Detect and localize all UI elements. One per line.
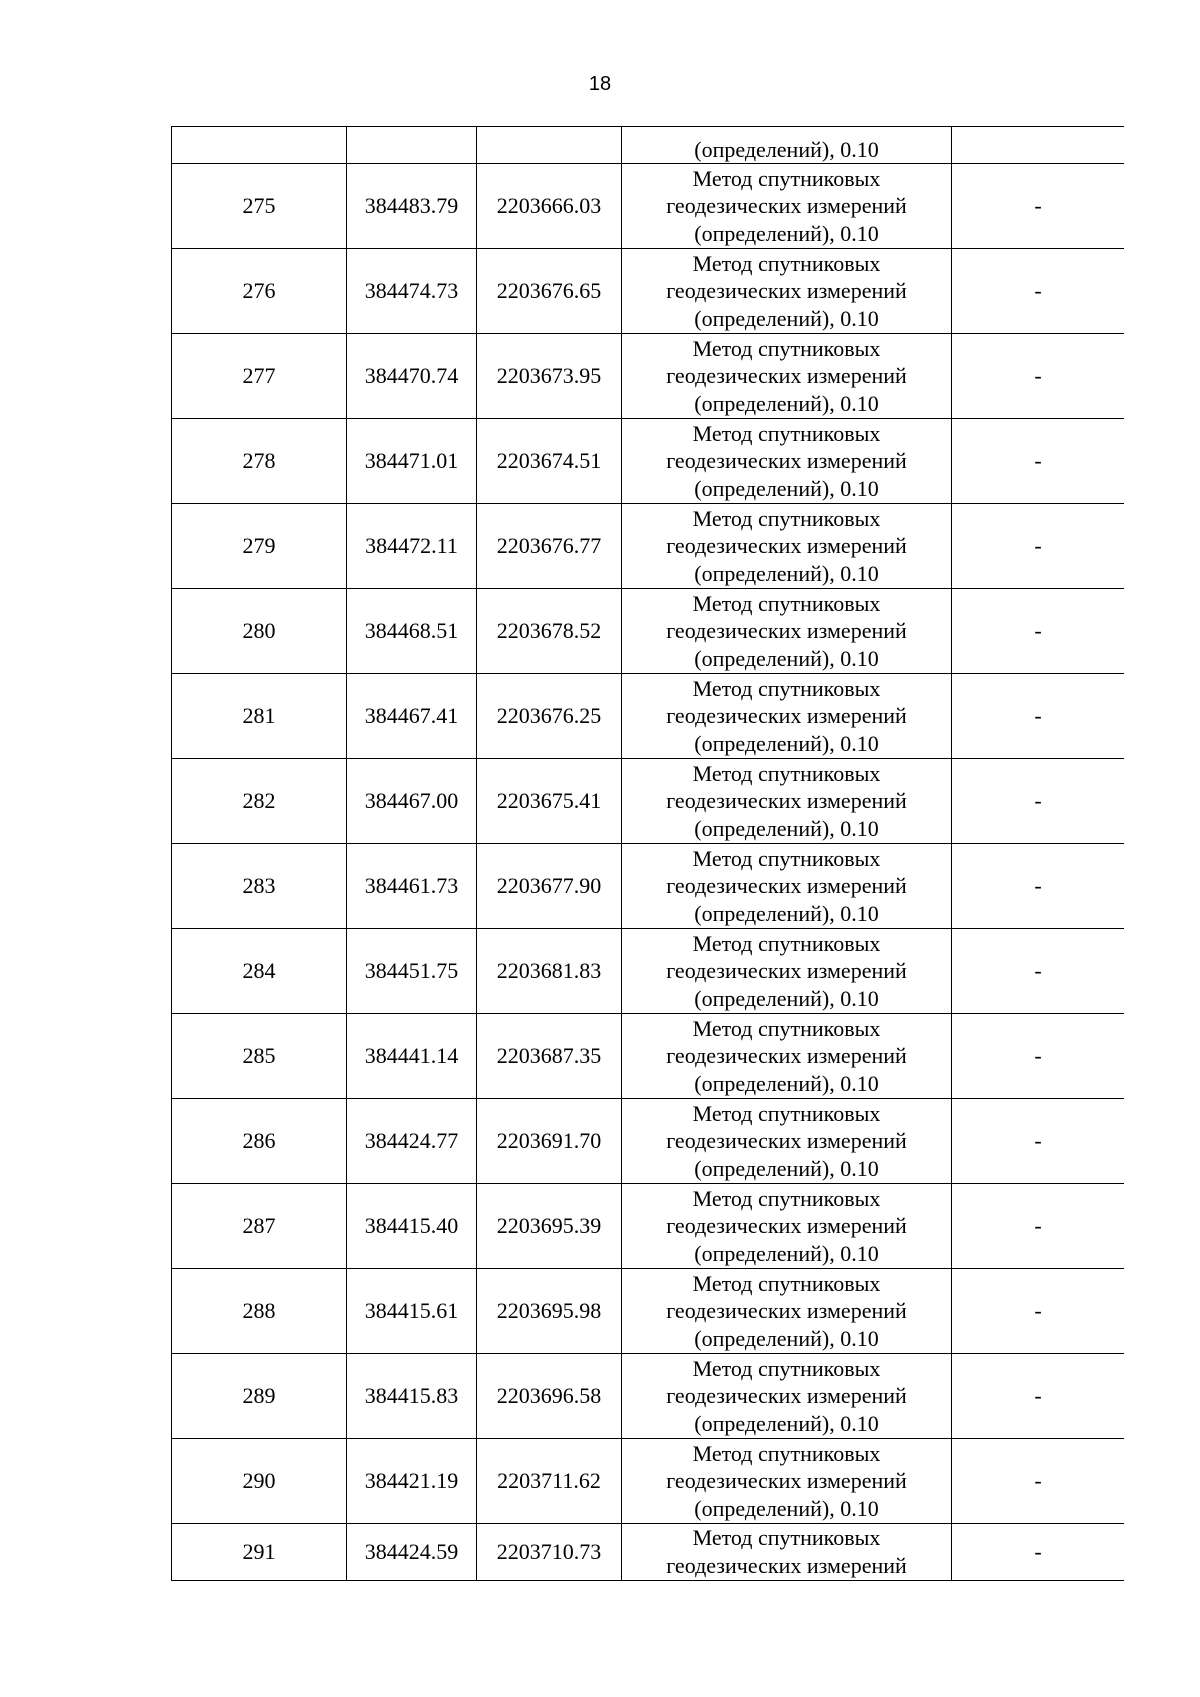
- cell-method: [622, 929, 952, 1014]
- cell-description: -: [952, 589, 1125, 674]
- cell-description: -: [952, 249, 1125, 334]
- cell-description: -: [952, 1439, 1125, 1524]
- cell-point-number: 285: [172, 1014, 347, 1099]
- cell-x: 384415.83: [347, 1354, 477, 1439]
- cell-y: 2203676.25: [477, 674, 622, 759]
- method-line: геодезических измерений: [666, 533, 907, 559]
- cell-description: -: [952, 334, 1125, 419]
- method-line: геодезических измерений: [666, 703, 907, 729]
- method-line: (определений), 0.10: [694, 1410, 879, 1436]
- cell-y: 2203677.90: [477, 844, 622, 929]
- cell-x: 384424.59: [347, 1524, 477, 1581]
- method-line: Метод спутниковых: [692, 420, 881, 446]
- method-line: (определений), 0.10: [694, 1240, 879, 1266]
- cell-y: 2203678.52: [477, 589, 622, 674]
- cell-x: [347, 127, 477, 164]
- cell-x: 384472.11: [347, 504, 477, 589]
- method-line: Метод спутниковых: [692, 505, 881, 531]
- method-line: Метод спутниковых: [692, 1270, 881, 1296]
- table-row: [172, 504, 1125, 589]
- cell-description: -: [952, 929, 1125, 1014]
- method-line: (определений), 0.10: [694, 1155, 879, 1181]
- cell-description: -: [952, 1354, 1125, 1439]
- cell-y: 2203710.73: [477, 1524, 622, 1581]
- table-row: [172, 674, 1125, 759]
- cell-x: 384467.41: [347, 674, 477, 759]
- method-line: Метод спутниковых: [692, 335, 881, 361]
- cell-y: 2203696.58: [477, 1354, 622, 1439]
- coordinates-table: [171, 126, 1124, 1581]
- cell-method: [622, 589, 952, 674]
- cell-point-number: 280: [172, 589, 347, 674]
- method-line: (определений), 0.10: [694, 1070, 879, 1096]
- table-row: [172, 1439, 1125, 1524]
- method-line: геодезических измерений: [666, 958, 907, 984]
- table-row: [172, 419, 1125, 504]
- table-row: [172, 334, 1125, 419]
- cell-description: -: [952, 1014, 1125, 1099]
- table-row: [172, 1184, 1125, 1269]
- cell-point-number: 279: [172, 504, 347, 589]
- cell-method: [622, 674, 952, 759]
- method-line: Метод спутниковых: [692, 760, 881, 786]
- cell-description: -: [952, 164, 1125, 249]
- cell-description: -: [952, 1099, 1125, 1184]
- cell-description: -: [952, 1524, 1125, 1581]
- cell-point-number: 291: [172, 1524, 347, 1581]
- cell-y: 2203666.03: [477, 164, 622, 249]
- cell-point-number: 278: [172, 419, 347, 504]
- cell-method: [622, 1439, 952, 1524]
- method-line: геодезических измерений: [666, 278, 907, 304]
- method-line: геодезических измерений: [666, 618, 907, 644]
- cell-method: [622, 249, 952, 334]
- cell-point-number: 289: [172, 1354, 347, 1439]
- method-line: геодезических измерений: [666, 873, 907, 899]
- cell-point-number: 283: [172, 844, 347, 929]
- cell-x: 384467.00: [347, 759, 477, 844]
- cell-point-number: [172, 127, 347, 164]
- cell-method: [622, 334, 952, 419]
- cell-point-number: 282: [172, 759, 347, 844]
- cell-x: 384421.19: [347, 1439, 477, 1524]
- method-line: геодезических измерений: [666, 1043, 907, 1069]
- cell-y: [477, 127, 622, 164]
- method-line: геодезических измерений: [666, 1552, 907, 1578]
- table-row: [172, 589, 1125, 674]
- cell-x: 384441.14: [347, 1014, 477, 1099]
- cell-y: 2203687.35: [477, 1014, 622, 1099]
- method-line: (определений), 0.10: [694, 220, 879, 246]
- cell-point-number: 290: [172, 1439, 347, 1524]
- cell-description: [952, 127, 1125, 164]
- method-line: геодезических измерений: [666, 1468, 907, 1494]
- method-line: Метод спутниковых: [692, 1185, 881, 1211]
- method-line: (определений), 0.10: [694, 560, 879, 586]
- cell-x: 384415.61: [347, 1269, 477, 1354]
- cell-method: [622, 164, 952, 249]
- cell-y: 2203695.39: [477, 1184, 622, 1269]
- method-line: (определений), 0.10: [694, 1495, 879, 1521]
- table-row: [172, 1354, 1125, 1439]
- table-row: [172, 164, 1125, 249]
- method-line: (определений), 0.10: [694, 730, 879, 756]
- method-line: (определений), 0.10: [694, 985, 879, 1011]
- method-line: геодезических измерений: [666, 363, 907, 389]
- method-line: (определений), 0.10: [694, 1325, 879, 1351]
- method-line: геодезических измерений: [666, 1128, 907, 1154]
- cell-method: [622, 504, 952, 589]
- method-line: Метод спутниковых: [692, 250, 881, 276]
- cell-y: 2203673.95: [477, 334, 622, 419]
- method-line: Метод спутниковых: [692, 1100, 881, 1126]
- cell-x: 384470.74: [347, 334, 477, 419]
- cell-description: -: [952, 419, 1125, 504]
- method-line: (определений), 0.10: [694, 645, 879, 671]
- cell-method: [622, 1184, 952, 1269]
- table-row: [172, 1014, 1125, 1099]
- cell-description: -: [952, 844, 1125, 929]
- cell-point-number: 284: [172, 929, 347, 1014]
- cell-method: [622, 759, 952, 844]
- cell-y: 2203674.51: [477, 419, 622, 504]
- method-line: геодезических измерений: [666, 1298, 907, 1324]
- cell-point-number: 287: [172, 1184, 347, 1269]
- cell-method: [622, 1269, 952, 1354]
- cell-x: 384415.40: [347, 1184, 477, 1269]
- cell-method: [622, 127, 952, 164]
- table-row-continuation: [172, 127, 1125, 164]
- method-line: (определений), 0.10: [694, 390, 879, 416]
- cell-point-number: 281: [172, 674, 347, 759]
- cell-point-number: 276: [172, 249, 347, 334]
- cell-x: 384451.75: [347, 929, 477, 1014]
- cell-y: 2203691.70: [477, 1099, 622, 1184]
- method-line: (определений), 0.10: [694, 475, 879, 501]
- method-line: (определений), 0.10: [694, 815, 879, 841]
- cell-method: [622, 1099, 952, 1184]
- cell-x: 384474.73: [347, 249, 477, 334]
- method-line: Метод спутниковых: [692, 590, 881, 616]
- method-line: Метод спутниковых: [692, 675, 881, 701]
- cell-x: 384468.51: [347, 589, 477, 674]
- method-line: (определений), 0.10: [694, 900, 879, 926]
- cell-description: -: [952, 1184, 1125, 1269]
- cell-description: -: [952, 504, 1125, 589]
- cell-x: 384471.01: [347, 419, 477, 504]
- cell-point-number: 286: [172, 1099, 347, 1184]
- cell-y: 2203676.77: [477, 504, 622, 589]
- method-line: Метод спутниковых: [692, 1355, 881, 1381]
- table-row: [172, 1269, 1125, 1354]
- table-body: [172, 127, 1125, 1581]
- method-line: Метод спутниковых: [692, 1015, 881, 1041]
- method-line: (определений), 0.10: [694, 305, 879, 331]
- cell-method: [622, 1354, 952, 1439]
- method-line: геодезических измерений: [666, 1213, 907, 1239]
- cell-method: [622, 1014, 952, 1099]
- cell-point-number: 275: [172, 164, 347, 249]
- cell-y: 2203681.83: [477, 929, 622, 1014]
- table-row: [172, 1099, 1125, 1184]
- cell-y: 2203676.65: [477, 249, 622, 334]
- cell-description: -: [952, 1269, 1125, 1354]
- cell-x: 384424.77: [347, 1099, 477, 1184]
- table-row: [172, 759, 1125, 844]
- cell-y: 2203711.62: [477, 1439, 622, 1524]
- table-row: [172, 929, 1125, 1014]
- cell-x: 384461.73: [347, 844, 477, 929]
- cell-method: [622, 844, 952, 929]
- cell-x: 384483.79: [347, 164, 477, 249]
- page-number: 18: [588, 73, 612, 95]
- method-line: (определений), 0.10: [694, 136, 879, 162]
- cell-y: 2203695.98: [477, 1269, 622, 1354]
- cell-y: 2203675.41: [477, 759, 622, 844]
- method-line: Метод спутниковых: [692, 1525, 881, 1550]
- method-line: геодезических измерений: [666, 193, 907, 219]
- method-line: геодезических измерений: [666, 448, 907, 474]
- method-line: геодезических измерений: [666, 1383, 907, 1409]
- cell-description: -: [952, 759, 1125, 844]
- method-line: Метод спутниковых: [692, 930, 881, 956]
- table-row: [172, 249, 1125, 334]
- method-line: Метод спутниковых: [692, 165, 881, 191]
- cell-method: [622, 419, 952, 504]
- cell-point-number: 288: [172, 1269, 347, 1354]
- table-row: [172, 844, 1125, 929]
- table-row: [172, 1524, 1125, 1581]
- cell-point-number: 277: [172, 334, 347, 419]
- method-line: Метод спутниковых: [692, 845, 881, 871]
- coordinates-table-container: [171, 126, 1124, 1583]
- method-line: Метод спутниковых: [692, 1440, 881, 1466]
- method-line: геодезических измерений: [666, 788, 907, 814]
- cell-method: [622, 1524, 952, 1581]
- cell-description: -: [952, 674, 1125, 759]
